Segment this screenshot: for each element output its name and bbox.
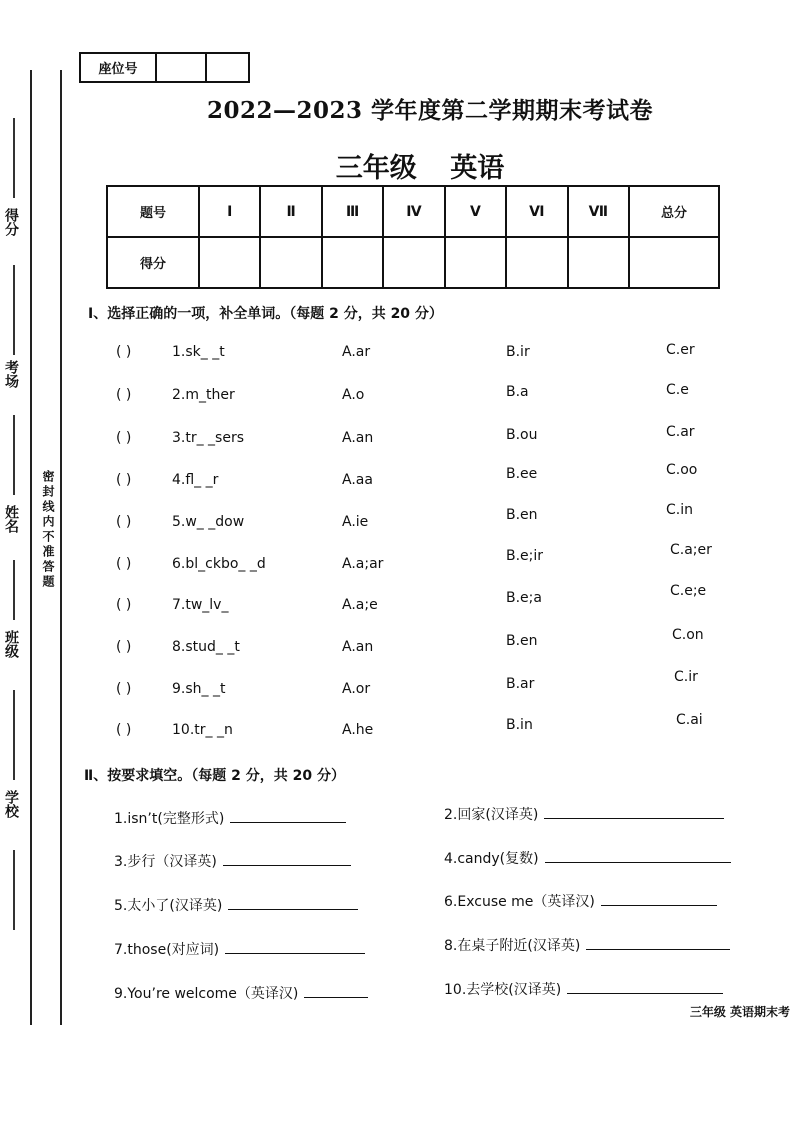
option-c: C.oo (666, 462, 698, 478)
seat-number-box (79, 52, 250, 83)
binding-blank-5 (13, 690, 15, 780)
score-cell[interactable] (383, 237, 444, 288)
option-b: B.ou (506, 427, 538, 443)
score-row-header: 得分 (107, 237, 199, 288)
answer-line[interactable] (544, 804, 724, 819)
option-b: B.e;a (506, 590, 542, 606)
binding-label-school: 学校 (3, 790, 19, 818)
answer-line[interactable] (304, 983, 368, 998)
binding-warning: 密封线内不准答题 (41, 470, 55, 590)
fill-prompt: 6.Excuse me（英译汉) (444, 894, 595, 910)
option-b: B.in (506, 717, 533, 733)
option-b: B.en (506, 633, 538, 649)
question-row (110, 627, 730, 661)
question-row (110, 542, 730, 578)
total-header: 总分 (629, 186, 719, 237)
binding-line-inner (60, 70, 62, 1025)
option-c: C.e (666, 382, 689, 398)
section-2-title: Ⅱ、按要求填空。（每题 2 分，共 20 分） (84, 768, 345, 784)
fill-item (444, 804, 724, 824)
fill-prompt: 10.去学校(汉译英) (444, 982, 562, 998)
option-a: A.a;e (342, 597, 378, 613)
option-a: A.an (342, 430, 374, 446)
answer-blank[interactable]: ( ) (116, 430, 132, 446)
binding-blank-1 (13, 118, 15, 198)
answer-blank[interactable]: ( ) (116, 722, 132, 738)
option-c: C.in (666, 502, 693, 518)
binding-blank-2 (13, 265, 15, 355)
option-c: C.ir (674, 669, 698, 685)
question-stem: 10.tr_ _n (172, 722, 233, 738)
option-c: C.on (672, 627, 704, 643)
score-cell[interactable] (260, 237, 321, 288)
score-cell[interactable] (322, 237, 383, 288)
option-c: C.er (666, 342, 695, 358)
score-table-score-row (107, 237, 719, 288)
fill-prompt: 4.candy(复数) (444, 851, 539, 867)
answer-blank[interactable]: ( ) (116, 556, 132, 572)
question-stem: 2.m_ther (172, 387, 235, 403)
question-row (110, 712, 730, 744)
question-stem: 6.bl_ckbo_ _d (172, 556, 266, 572)
fill-item (114, 808, 346, 828)
question-row (110, 382, 730, 409)
answer-line[interactable] (223, 851, 351, 866)
fill-item (444, 979, 723, 999)
binding-label-name: 姓名 (3, 505, 19, 533)
binding-label-class: 班级 (3, 630, 19, 658)
option-a: A.aa (342, 472, 373, 488)
answer-line[interactable] (228, 895, 358, 910)
option-c: C.ar (666, 424, 695, 440)
column-header: Ⅰ (199, 186, 260, 237)
fill-prompt: 1.isn’t(完整形式) (114, 811, 225, 827)
binding-blank-6 (13, 850, 15, 930)
option-b: B.e;ir (506, 548, 544, 564)
option-a: A.or (342, 681, 371, 697)
fill-item (114, 983, 368, 1003)
seat-number-cell-1[interactable] (157, 54, 207, 81)
question-stem: 7.tw_lv_ (172, 597, 229, 613)
question-number-header: 题号 (107, 186, 199, 237)
question-stem: 1.sk_ _t (172, 344, 225, 360)
binding-label-room: 考场 (3, 360, 19, 388)
column-header: Ⅵ (506, 186, 567, 237)
option-a: A.ar (342, 344, 371, 360)
answer-line[interactable] (567, 979, 723, 994)
answer-line[interactable] (586, 935, 730, 950)
option-a: A.o (342, 387, 365, 403)
score-table (106, 185, 720, 289)
fill-item (114, 851, 351, 871)
score-cell[interactable] (506, 237, 567, 288)
binding-line-outer (30, 70, 32, 1025)
seat-number-cell-2[interactable] (207, 54, 248, 81)
question-stem: 3.tr_ _sers (172, 430, 245, 446)
fill-prompt: 5.太小了(汉译英) (114, 898, 223, 914)
option-c: C.a;er (670, 542, 712, 558)
fill-prompt: 3.步行（汉译英) (114, 854, 217, 870)
question-stem: 9.sh_ _t (172, 681, 226, 697)
answer-line[interactable] (545, 848, 731, 863)
exam-subtitle: 三年级 英语 (335, 153, 505, 184)
score-table-header-row (107, 186, 719, 237)
total-score-cell[interactable] (629, 237, 719, 288)
option-a: A.ie (342, 514, 369, 530)
answer-blank[interactable]: ( ) (116, 387, 132, 403)
answer-line[interactable] (230, 808, 346, 823)
option-b: B.ee (506, 466, 538, 482)
answer-blank[interactable]: ( ) (116, 344, 132, 360)
score-cell[interactable] (199, 237, 260, 288)
answer-line[interactable] (601, 891, 717, 906)
question-row (110, 424, 730, 452)
column-header: Ⅶ (568, 186, 629, 237)
option-a: A.a;ar (342, 556, 384, 572)
option-c: C.ai (676, 712, 703, 728)
option-b: B.a (506, 384, 529, 400)
answer-line[interactable] (225, 939, 365, 954)
question-row (110, 583, 730, 619)
column-header: Ⅲ (322, 186, 383, 237)
question-stem: 8.stud_ _t (172, 639, 240, 655)
score-cell[interactable] (445, 237, 506, 288)
fill-prompt: 9.You’re welcome（英译汉) (114, 986, 299, 1002)
answer-blank[interactable]: ( ) (116, 681, 132, 697)
answer-blank[interactable]: ( ) (116, 639, 132, 655)
fill-prompt: 7.those(对应词) (114, 942, 220, 958)
exam-title: 2022—2023 学年度第二学期期末考试卷 (206, 97, 654, 124)
fill-prompt: 2.回家(汉译英) (444, 807, 539, 823)
question-stem: 5.w_ _dow (172, 514, 245, 530)
option-c: C.e;e (670, 583, 707, 599)
score-cell[interactable] (568, 237, 629, 288)
column-header: Ⅴ (445, 186, 506, 237)
column-header: Ⅳ (383, 186, 444, 237)
column-header: Ⅱ (260, 186, 321, 237)
fill-prompt: 8.在桌子附近(汉译英) (444, 938, 581, 954)
answer-blank[interactable]: ( ) (116, 514, 132, 530)
fill-item (114, 939, 365, 959)
option-b: B.ar (506, 676, 535, 692)
page-footer: 三年级 英语期末考 (689, 1005, 790, 1019)
option-a: A.an (342, 639, 374, 655)
fill-item (444, 848, 731, 868)
question-row (110, 669, 730, 703)
question-row (110, 344, 730, 366)
answer-blank[interactable]: ( ) (116, 597, 132, 613)
fill-item (444, 935, 730, 955)
question-stem: 4.fl_ _r (172, 472, 219, 488)
section-1-title: Ⅰ、选择正确的一项，补全单词。（每题 2 分，共 20 分） (88, 306, 443, 322)
option-b: B.en (506, 507, 538, 523)
option-a: A.he (342, 722, 374, 738)
option-b: B.ir (506, 344, 530, 360)
fill-item (114, 895, 358, 915)
answer-blank[interactable]: ( ) (116, 472, 132, 488)
question-row (110, 502, 730, 536)
binding-blank-3 (13, 415, 15, 495)
binding-label-score: 得分 (3, 208, 19, 236)
fill-item (444, 891, 717, 911)
binding-blank-4 (13, 560, 15, 620)
question-row (110, 462, 730, 494)
seat-number-label: 座位号 (81, 54, 157, 81)
